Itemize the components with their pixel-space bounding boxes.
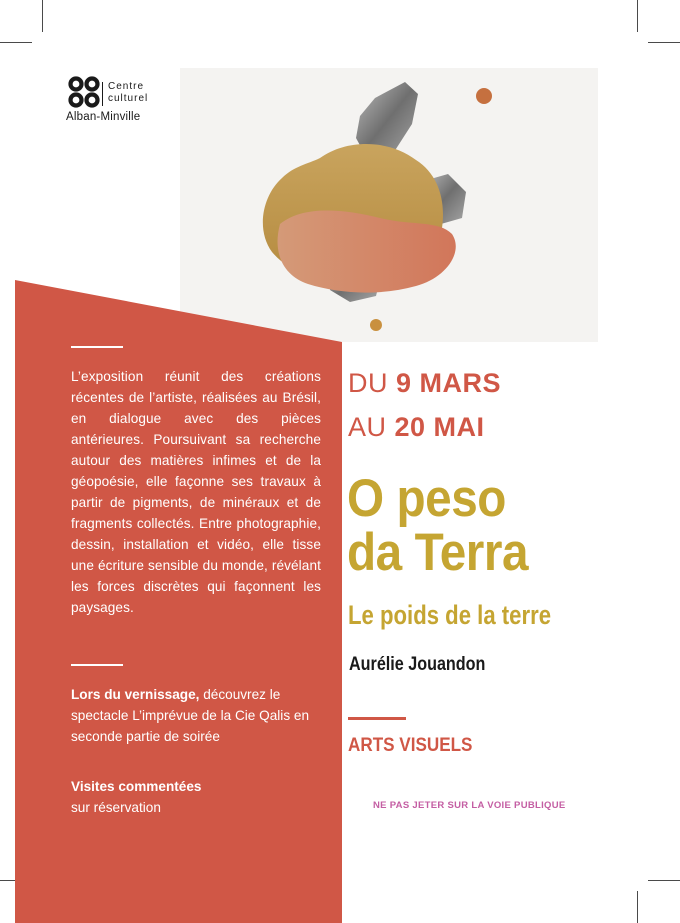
artwork-illustration <box>180 68 598 342</box>
logo-name: Alban-Minville <box>66 111 141 123</box>
visites-text: sur réservation <box>71 800 161 815</box>
crop-mark <box>0 42 32 43</box>
vernissage-info <box>71 684 331 747</box>
logo-separator <box>102 82 103 106</box>
vernissage-text: découvrez le spectacle L’imprévue de la Cie Qalis en seconde partie de soirée <box>71 687 310 744</box>
date-start-value: 9 MARS <box>396 368 502 398</box>
disposal-notice: NE PAS JETER SUR LA VOIE PUBLIQUE <box>373 800 566 811</box>
artist-name: Aurélie Jouandon <box>349 654 486 675</box>
crop-mark <box>648 42 680 43</box>
artwork-image <box>180 68 598 342</box>
visites-lead: Visites commentées <box>71 779 202 794</box>
exhibition-title <box>347 469 529 582</box>
crop-mark <box>648 880 680 881</box>
logo-line-centre: Centre <box>108 81 145 92</box>
visites-info <box>71 776 331 818</box>
date-start <box>348 368 501 398</box>
date-end-value: 20 MAI <box>394 412 485 442</box>
date-end <box>348 412 485 442</box>
title-line-1: O peso <box>347 469 506 528</box>
divider <box>71 346 123 348</box>
vernissage-lead: Lors du vernissage, <box>71 687 200 702</box>
logo-mark-icon <box>68 76 100 108</box>
category-label: ARTS VISUELS <box>348 735 473 756</box>
date-end-prefix: AU <box>348 412 395 442</box>
date-start-prefix: DU <box>348 368 396 398</box>
crop-mark <box>42 0 43 32</box>
logo <box>66 76 176 126</box>
exhibition-subtitle: Le poids de la terre <box>348 600 552 630</box>
divider <box>71 664 123 666</box>
title-line-2: da Terra <box>347 523 529 582</box>
divider <box>348 717 406 720</box>
logo-line-culturel: culturel <box>108 93 149 104</box>
crop-mark <box>637 891 638 923</box>
crop-mark <box>637 0 638 32</box>
intro-text: L’exposition réunit des créations récentes de l’artiste, réalisées au Brésil, en dialogue avec des pièces antérieures. Poursuivant sa recherche autour des matières infimes et de la géopoésie, elle façonne ses travaux à partir de pigments, de minéraux et de fragments collectés. Entre photographie, dessin, installation et vidéo, elle tisse une écriture sensible du monde, révélant les forces discrètes qui façonnent les paysages. <box>71 369 321 615</box>
